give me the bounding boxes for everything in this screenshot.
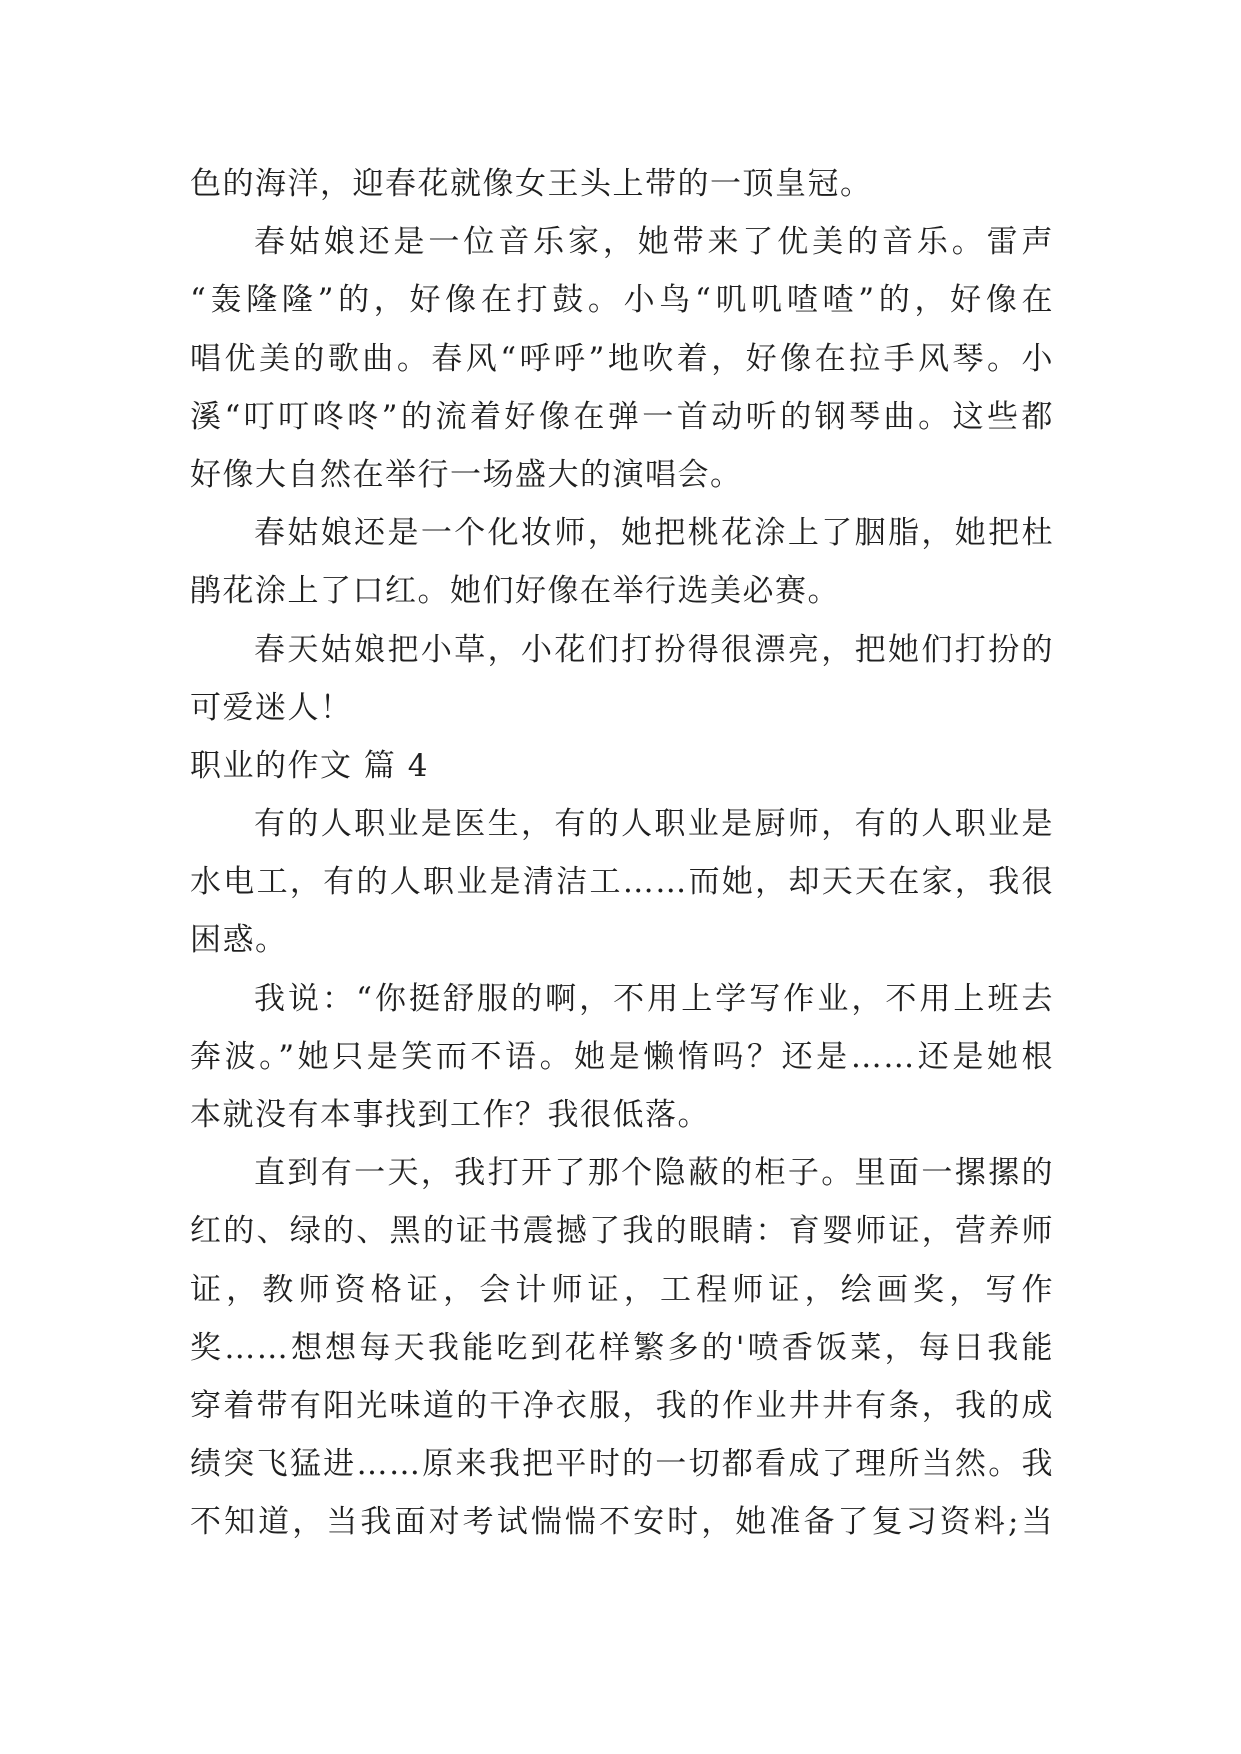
paragraph-line: 奔波。”她只是笑而不语。她是懒惰吗？还是……还是她根: [190, 1038, 1054, 1075]
paragraph-line: 绩突飞猛进……原来我把平时的一切都看成了理所当然。我: [190, 1446, 1054, 1483]
paragraph-line: 我说：“你挺舒服的啊，不用上学写作业，不用上班去: [254, 980, 1054, 1017]
paragraph-line: 春姑娘还是一个化妆师，她把桃花涂上了胭脂，她把杜: [254, 515, 1054, 552]
paragraph-line: 春天姑娘把小草，小花们打扮得很漂亮，把她们打扮的: [254, 631, 1054, 668]
paragraph-line: 鹃花涂上了口红。她们好像在举行选美必赛。: [190, 573, 840, 610]
section-heading: 职业的作文 篇 4: [190, 747, 429, 784]
paragraph-line: 有的人职业是医生，有的人职业是厨师，有的人职业是: [254, 806, 1054, 843]
paragraph-line: 溪“叮叮咚咚”的流着好像在弹一首动听的钢琴曲。这些都: [190, 398, 1054, 435]
document-body: [190, 155, 1054, 1552]
paragraph-line: 好像大自然在举行一场盛大的演唱会。: [190, 456, 743, 493]
paragraph-line: 证，教师资格证，会计师证，工程师证，绘画奖，写作: [190, 1271, 1054, 1308]
paragraph-line: 困惑。: [190, 922, 288, 959]
paragraph-line: 色的海洋，迎春花就像女王头上带的一顶皇冠。: [190, 166, 873, 202]
paragraph-line: 水电工，有的人职业是清洁工……而她，却天天在家，我很: [190, 864, 1054, 901]
paragraph-line: 可爱迷人！: [190, 689, 353, 726]
paragraph-line: 直到有一天，我打开了那个隐蔽的柜子。里面一摞摞的: [254, 1155, 1054, 1192]
paragraph-line: 春姑娘还是一位音乐家，她带来了优美的音乐。雷声: [254, 224, 1054, 261]
paragraph-line: “轰隆隆”的，好像在打鼓。小鸟“叽叽喳喳”的，好像在: [190, 282, 1054, 319]
paragraph-line: 不知道，当我面对考试惴惴不安时，她准备了复习资料;当: [190, 1504, 1054, 1541]
paragraph-line: 红的、绿的、黑的证书震撼了我的眼睛：育婴师证，营养师: [190, 1213, 1054, 1250]
paragraph-line: 穿着带有阳光味道的干净衣服，我的作业井井有条，我的成: [190, 1387, 1054, 1424]
paragraph-line: 奖……想想每天我能吃到花样繁多的'喷香饭菜，每日我能: [190, 1329, 1054, 1366]
paragraph-line: 本就没有本事找到工作？我很低落。: [190, 1097, 710, 1133]
paragraph-line: 唱优美的歌曲。春风“呼呼”地吹着，好像在拉手风琴。小: [190, 340, 1054, 377]
